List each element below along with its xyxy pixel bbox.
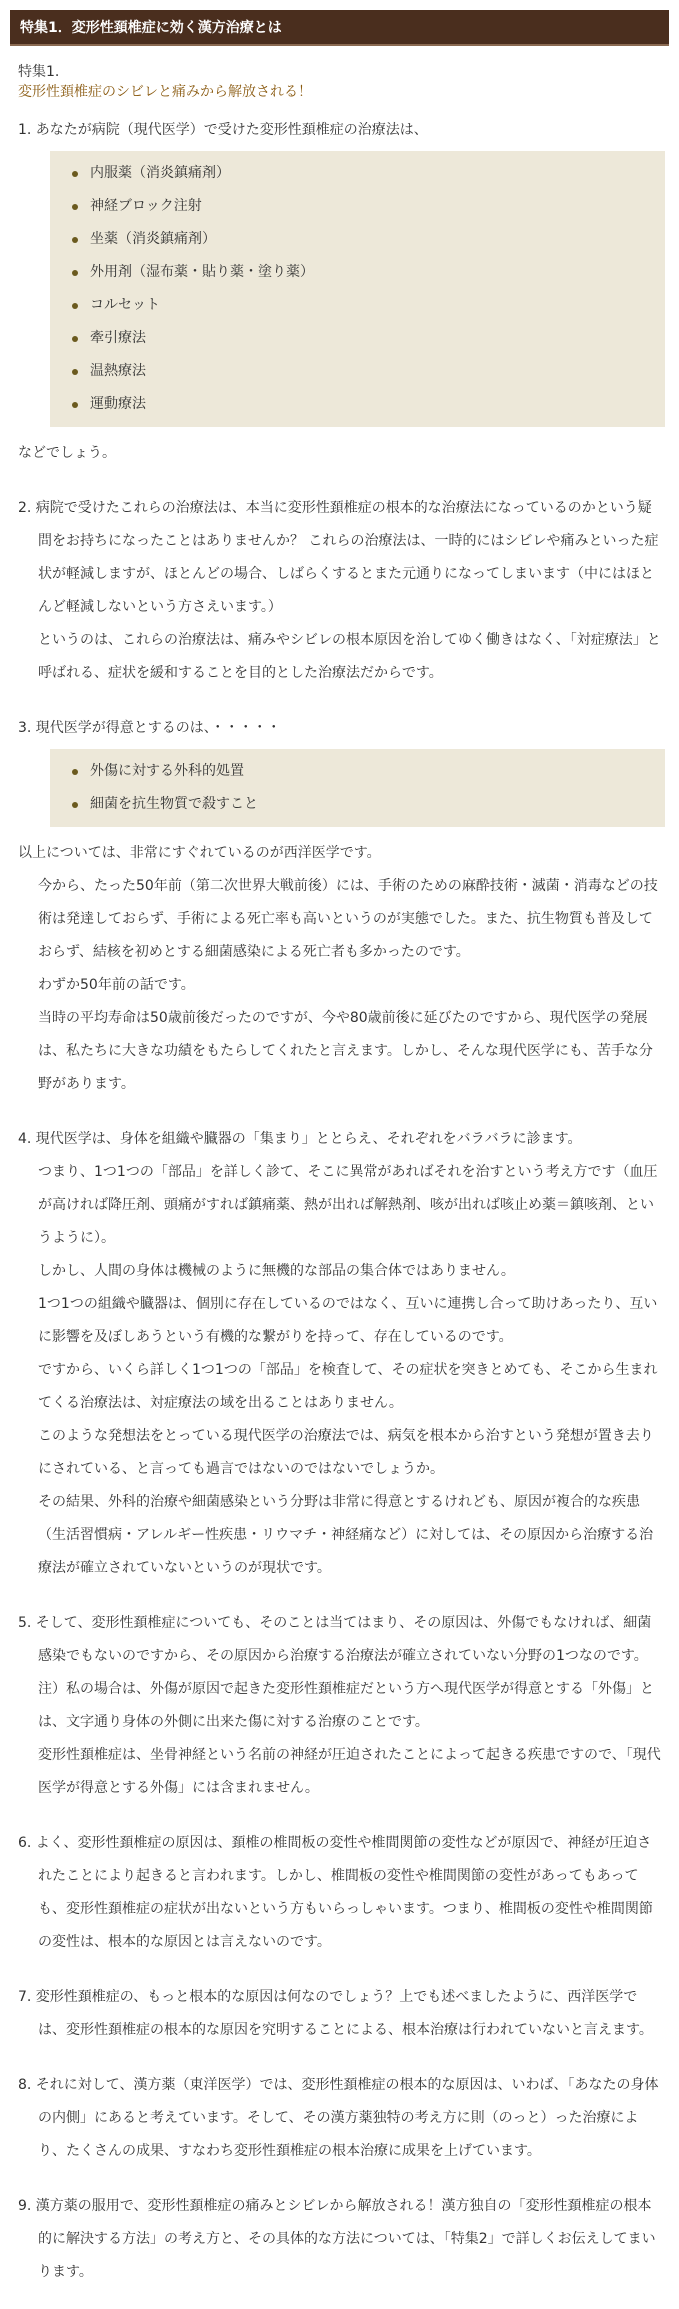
strength-list-box [50,749,665,827]
section-3-paragraph: わずか50年前の話です。 [38,977,195,993]
section-1-lead: 1. あなたが病院（現代医学）で受けた変形性頚椎症の治療法は、 [18,122,428,138]
intro-kicker: 特集1. [18,64,60,80]
section-2 [18,492,665,690]
page-title: 特集1．変形性頚椎症に効く漢方治療とは [10,10,669,46]
section-3-paragraph: 当時の平均寿命は50歳前後だったのですが、今や80歳前後に延びたのですから、現代医学の発展は、私たちに大きな功績をもたらしてくれたと言えます。しかし、そんな現代医学にも、苦手な分野があります。 [38,1010,653,1092]
list-item: 内服薬（消炎鎮痛剤） [68,157,655,190]
section-7 [18,1981,665,2047]
section-5 [18,1607,665,1805]
section-4-lead: 4. 現代医学は、身体を組織や臓器の「集まり」ととらえ、それぞれをバラバラに診ます。 [18,1131,582,1147]
section-8 [18,2069,665,2168]
intro-tagline: 変形性頚椎症のシビレと痛みから解放される！ [18,84,312,100]
section-2-paragraph: 2. 病院で受けたこれらの治療法は、本当に変形性頚椎症の根本的な治療法になっているのかという疑問をお持ちになったことはありませんか？ これらの治療法は、一時的にはシビレや痛みといった症状が軽減しますが、ほとんどの場合、しばらくするとまた元通りになってしまいます（中にはほとんど軽減しないという方さえいます。） [18,500,659,615]
section-5-paragraph: 変形性頚椎症は、坐骨神経という名前の神経が圧迫されたことによって起きる疾患ですので、「現代医学が得意とする外傷」には含まれません。 [38,1747,661,1796]
list-item: コルセット [68,289,655,322]
section-5-note: 注）私の場合は、外傷が原因で起きた変形性頚椎症だという方へ現代医学が得意とする「外傷」とは、文字通り身体の外側に出来た傷に対する治療のことです。 [38,1681,654,1730]
strength-list [68,755,655,821]
list-item: 運動療法 [68,388,655,421]
list-item: 外用剤（湿布薬・貼り薬・塗り薬） [68,256,655,289]
article-body [0,46,679,2289]
section-8-paragraph: 8. それに対して、漢方薬（東洋医学）では、変形性頚椎症の根本的な原因は、いわば、「あなたの身体の内側」にあると考えています。そして、その漢方薬独特の考え方に則（のっと）った治療により、たくさんの成果、すなわち変形性頚椎症の根本治療に成果を上げています。 [18,2077,659,2159]
section-4-paragraph: このような発想法をとっている現代医学の治療法では、病気を根本から治すという発想が置き去りにされている、と言っても過言ではないのではないでしょうか。 [38,1428,654,1477]
section-4-paragraph: その結果、外科的治療や細菌感染という分野は非常に得意とするけれども、原因が複合的な疾患（生活習慣病・アレルギー性疾患・リウマチ・神経痛など）に対しては、その原因から治療する治療法が確立されていないというのが現状です。 [38,1494,654,1576]
section-6 [18,1827,665,1959]
list-item: 外傷に対する外科的処置 [68,755,655,788]
section-9 [18,2190,665,2289]
treatment-list-box [50,151,665,427]
section-5-lead: 5. そして、変形性頚椎症についても、そのことは当てはまり、その原因は、外傷でもなければ、細菌感染でもないのですから、その原因から治療する治療法が確立されていない分野の1つなのです。 [18,1615,652,1664]
list-item: 細菌を抗生物質で殺すこと [68,788,655,821]
section-3-lead: 3. 現代医学が得意とするのは、・・・・・ [18,720,281,736]
section-2-paragraph: というのは、これらの治療法は、痛みやシビレの根本原因を治してゆく働きはなく、「対症療法」と呼ばれる、症状を緩和することを目的とした治療法だからです。 [38,632,661,681]
section-3-summary: 以上については、非常にすぐれているのが西洋医学です。 [18,845,381,861]
section-1 [18,114,665,470]
section-4 [18,1123,665,1585]
section-9-paragraph: 9. 漢方薬の服用で、変形性頚椎症の痛みとシビレから解放される！漢方独自の「変形性頚椎症の根本的に解決する方法」の考え方と、その具体的な方法については、「特集2」で詳しくお伝えしてまいります。 [18,2198,656,2280]
intro-heading [18,62,665,102]
section-6-paragraph: 6. よく、変形性頚椎症の原因は、頚椎の椎間板の変性や椎間関節の変性などが原因で、神経が圧迫されたことにより起きると言われます。しかし、椎間板の変性や椎間関節の変性があってもあっても、変形性頚椎症の症状が出ないという方もいらっしゃいます。つまり、椎間板の変性や椎間関節の変性は、根本的な原因とは言えないのです。 [18,1835,653,1950]
section-4-paragraph: つまり、1つ1つの「部品」を詳しく診て、そこに異常があればそれを治すという考え方です（血圧が高ければ降圧剤、頭痛がすれば鎮痛薬、熱が出れば解熱剤、咳が出れば咳止め薬＝鎮咳剤、というように）。 [38,1164,658,1246]
section-4-paragraph: しかし、人間の身体は機械のように無機的な部品の集合体ではありません。 [38,1263,515,1279]
list-item: 神経ブロック注射 [68,190,655,223]
list-item: 温熱療法 [68,355,655,388]
list-item: 坐薬（消炎鎮痛剤） [68,223,655,256]
section-3-paragraph: 今から、たった50年前（第二次世界大戦前後）には、手術のための麻酔技術・滅菌・消毒などの技術は発達しておらず、手術による死亡率も高いというのが実態でした。また、抗生物質も普及しておらず、結核を初めとする細菌感染による死亡者も多かったのです。 [38,878,658,960]
section-7-paragraph: 7. 変形性頚椎症の、もっと根本的な原因は何なのでしょう？上でも述べましたように、西洋医学では、変形性頚椎症の根本的な原因を究明することによる、根本治療は行われていないと言えます。 [18,1989,653,2038]
section-1-tail: などでしょう。 [18,445,116,461]
section-4-paragraph: ですから、いくら詳しく1つ1つの「部品」を検査して、その症状を突きとめても、そこから生まれてくる治療法は、対症療法の域を出ることはありません。 [38,1362,658,1411]
section-4-paragraph: 1つ1つの組織や臓器は、個別に存在しているのではなく、互いに連携し合って助けあったり、互いに影響を及ぼしあうという有機的な繋がりを持って、存在しているのです。 [38,1296,658,1345]
list-item: 牽引療法 [68,322,655,355]
section-3 [18,712,665,1101]
treatment-list [68,157,655,421]
